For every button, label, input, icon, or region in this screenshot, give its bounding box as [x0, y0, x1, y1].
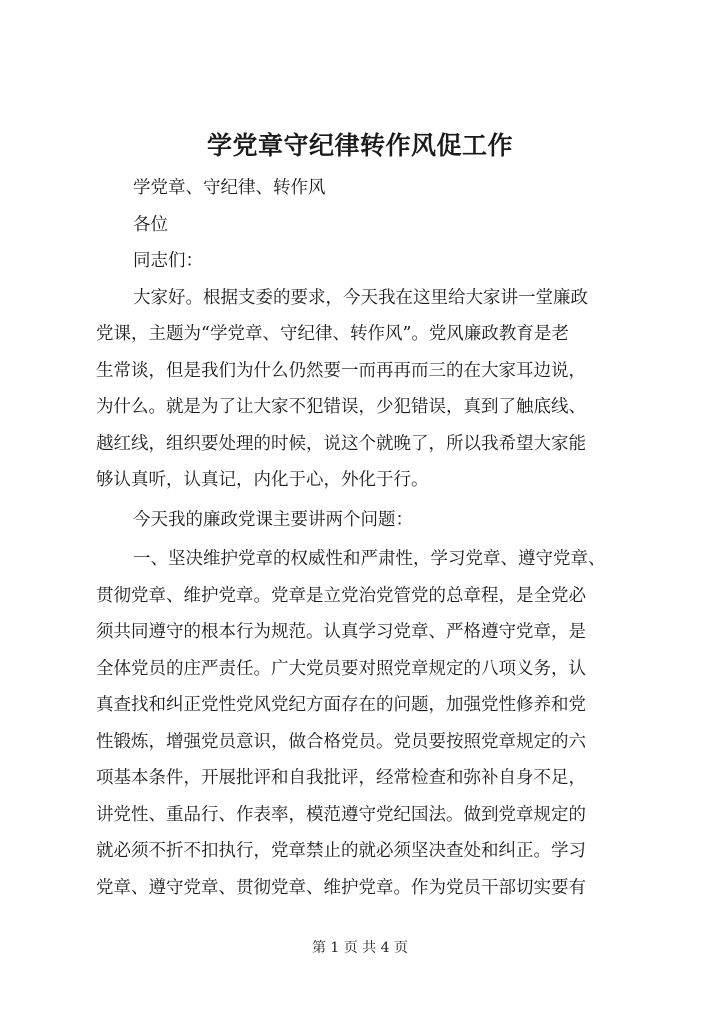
paragraph-line: 大家好。根据支委的要求，今天我在这里给大家讲一堂廉政: [133, 287, 588, 308]
paragraph-line: 真查找和纠正党性党风党纪方面存在的问题，加强党性修养和党: [96, 695, 586, 715]
paragraph-line: 够认真听，认真记，内化于心，外化于行。: [96, 470, 429, 490]
paragraph-line: 就必须不折不扣执行，党章禁止的就必须坚决查处和纠正。学习: [96, 841, 586, 861]
paragraph-line: 为什么。就是为了让大家不犯错误，少犯错误，真到了触底线、: [96, 397, 586, 417]
document-title: 学党章守纪律转作风促工作: [206, 131, 513, 160]
paragraph-line: 性锻炼，增强党员意识，做合格党员。党员要按照党章规定的六: [96, 731, 586, 752]
page-footer: 第 1 页 共 4 页: [311, 940, 409, 956]
salutation-line: 同志们：: [133, 251, 203, 271]
paragraph-line: 今天我的廉政党课主要讲两个问题：: [133, 509, 413, 530]
paragraph-line: 须共同遵守的根本行为规范。认真学习党章、严格遵守党章，是: [96, 622, 586, 642]
paragraph-1: [96, 280, 632, 499]
paragraph-3: [96, 541, 632, 906]
salutation-line: 各位: [133, 214, 168, 235]
paragraph-line: 讲党性、重品行、作表率，模范遵守党纪国法。做到党章规定的: [96, 804, 586, 825]
paragraph-line: 贯彻党章、维护党章。党章是立党治党管党的总章程，是全党必: [96, 585, 586, 606]
paragraph-line: 全体党员的庄严责任。广大党员要对照党章规定的八项义务，认: [96, 658, 586, 679]
paragraph-line: 项基本条件，开展批评和自我批评，经常检查和弥补自身不足，: [96, 768, 586, 788]
paragraph-line: 党课，主题为“学党章、守纪律、转作风”。党风廉政教育是老: [96, 324, 569, 344]
paragraph-line: 生常谈，但是我们为什么仍然要一而再再而三的在大家耳边说，: [96, 360, 586, 381]
paragraph-2: [96, 502, 632, 539]
subtitle-line: 学党章、守纪律、转作风: [133, 178, 326, 198]
paragraph-line: 越红线，组织要处理的时候，说这个就晚了，所以我希望大家能: [96, 433, 586, 454]
document-body: [96, 170, 632, 909]
paragraph-line: 一、坚决维护党章的权威性和严肃性，学习党章、遵守党章、: [133, 549, 606, 569]
paragraph-line: 党章、遵守党章、贯彻党章、维护党章。作为党员干部切实要有: [96, 877, 586, 898]
